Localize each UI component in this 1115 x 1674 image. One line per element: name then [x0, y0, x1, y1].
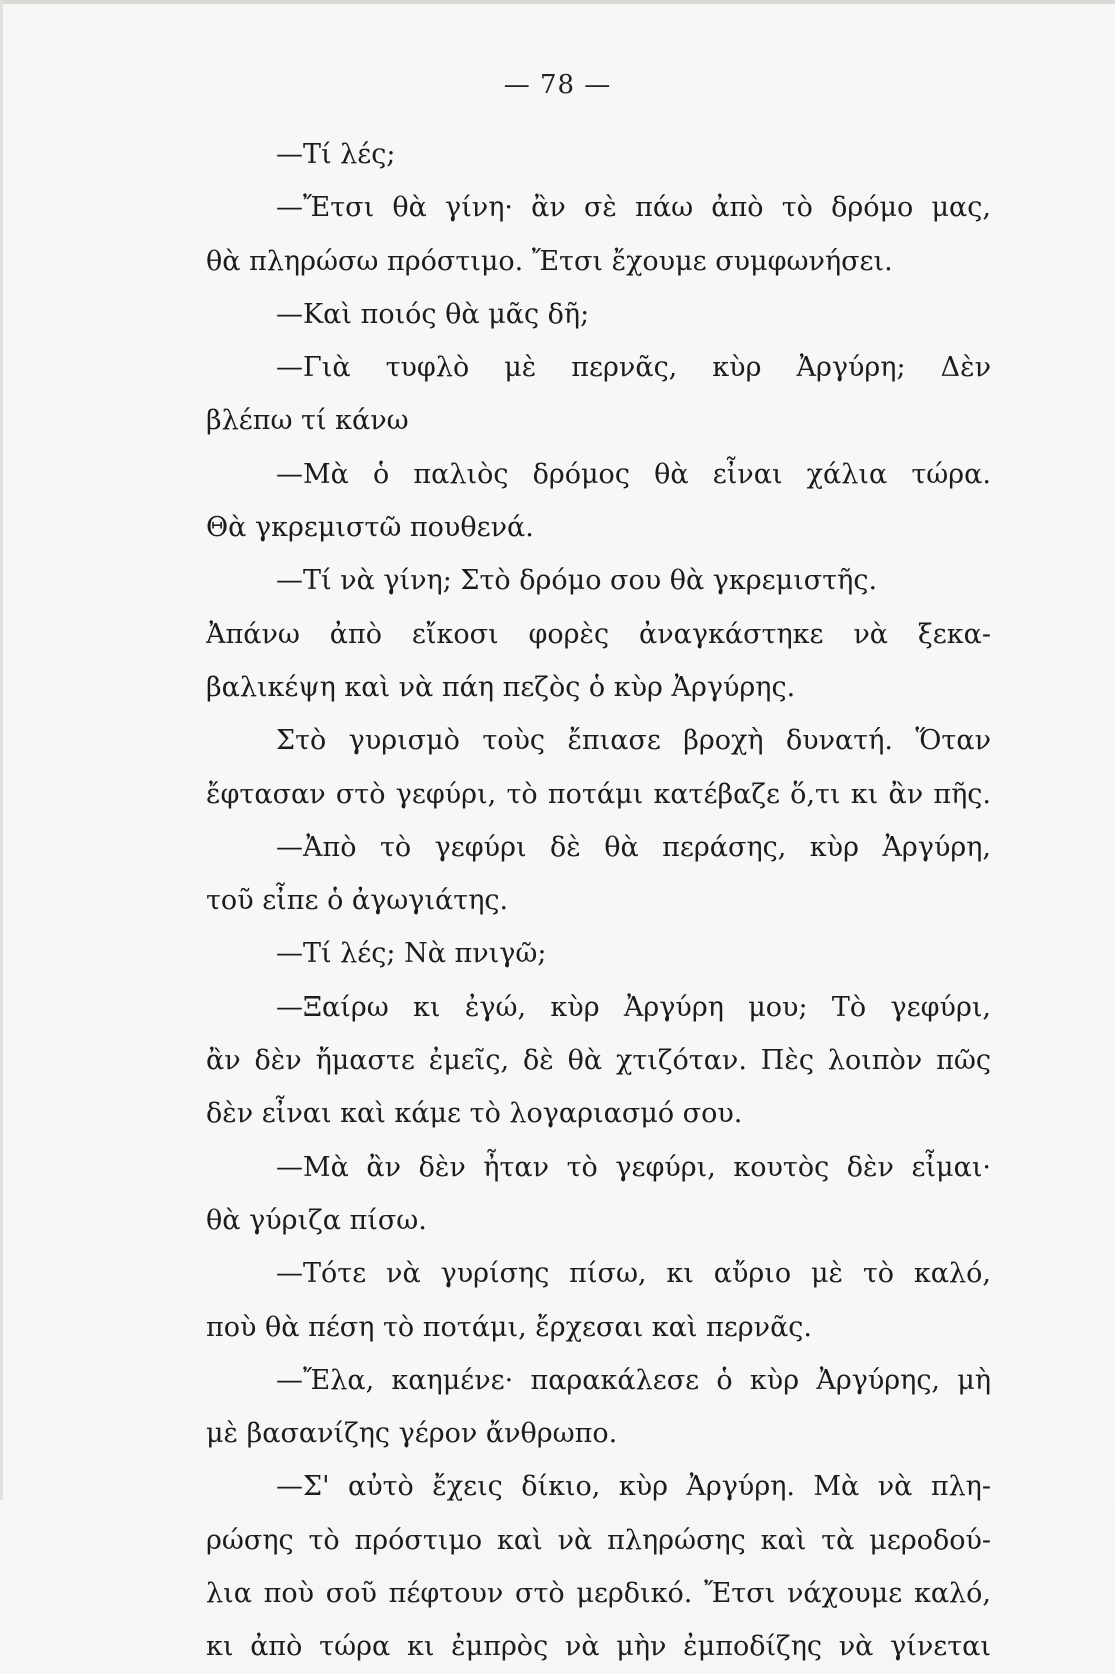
- text-line: —Ἔτσι θὰ γίνη· ἂν σὲ πάω ἀπὸ τὸ δρόμο μας,: [276, 192, 991, 224]
- page-top-edge: [0, 0, 1115, 4]
- text-line: —Μὰ ἂν δὲν ἦταν τὸ γεφύρι, κουτὸς δὲν εἶμαι·: [276, 1151, 991, 1183]
- text-line: δὲν εἶναι καὶ κάμε τὸ λογαριασμό σου.: [206, 1098, 743, 1130]
- text-line: —Ἀπὸ τὸ γεφύρι δὲ θὰ περάσης, κὺρ Ἀργύρη,: [276, 831, 991, 863]
- text-line: Ἀπάνω ἀπὸ εἴκοσι φορὲς ἀναγκάστηκε νὰ ξεκα-: [206, 618, 991, 650]
- text-line: μὲ βασανίζης γέρον ἄνθρωπο.: [206, 1418, 618, 1450]
- text-line: —Ἔλα, καημένε· παρακάλεσε ὁ κὺρ Ἀργύρης, μὴ: [276, 1364, 991, 1396]
- page-number: — 78 —: [503, 70, 612, 100]
- text-line: ποὺ θὰ πέση τὸ ποτάμι, ἔρχεσαι καὶ περνᾶς.: [206, 1311, 813, 1343]
- page-left-edge: [0, 0, 3, 1500]
- text-line: βλέπω τί κάνω: [206, 405, 409, 437]
- text-line: —Σ' αὐτὸ ἔχεις δίκιο, κὺρ Ἀργύρη. Μὰ νὰ πλη-: [276, 1471, 991, 1503]
- text-line: ρώσης τὸ πρόστιμο καὶ νὰ πληρώσης καὶ τὰ μεροδού-: [206, 1524, 991, 1556]
- text-line: —Ξαίρω κι ἐγώ, κὺρ Ἀργύρη μου; Τὸ γεφύρι,: [276, 991, 991, 1023]
- text-line: —Καὶ ποιός θὰ μᾶς δῆ;: [276, 298, 590, 330]
- text-line: —Τί λές;: [276, 139, 396, 170]
- text-line: —Τί νὰ γίνη; Στὸ δρόμο σου θὰ γκρεμιστῆς.: [276, 565, 878, 597]
- text-line: —Γιὰ τυφλὸ μὲ περνᾶς, κὺρ Ἀργύρη; Δὲν: [276, 352, 991, 384]
- text-line: τοῦ εἶπε ὁ ἀγωγιάτης.: [206, 885, 509, 917]
- text-line: ἔφτασαν στὸ γεφύρι, τὸ ποτάμι κατέβαζε ὅ,τι κι ἂν πῆς.: [206, 778, 991, 810]
- body-text: [206, 128, 991, 1674]
- text-line: βαλικέψη καὶ νὰ πάη πεζὸς ὁ κὺρ Ἀργύρης.: [206, 671, 796, 703]
- text-line: θὰ πληρώσω πρόστιμο. Ἔτσι ἔχουμε συμφωνήσει.: [206, 245, 893, 277]
- text-line: —Τότε νὰ γυρίσης πίσω, κι αὔριο μὲ τὸ καλό,: [276, 1258, 991, 1290]
- text-line: —Μὰ ὁ παλιὸς δρόμος θὰ εἶναι χάλια τώρα.: [276, 458, 991, 490]
- text-line: Θὰ γκρεμιστῶ πουθενά.: [206, 512, 534, 544]
- text-line: Στὸ γυρισμὸ τοὺς ἔπιασε βροχὴ δυνατή. Ὅταν: [276, 725, 991, 757]
- text-line: θὰ γύριζα πίσω.: [206, 1204, 427, 1236]
- text-line: λια ποὺ σοῦ πέφτουν στὸ μερδικό. Ἔτσι νάχουμε καλό,: [206, 1578, 991, 1610]
- text-line: κι ἀπὸ τώρα κι ἐμπρὸς νὰ μὴν ἐμποδίζης νὰ γίνεται: [206, 1631, 991, 1663]
- text-line: —Τί λές; Νὰ πνιγῶ;: [276, 938, 547, 970]
- text-line: ἂν δὲν ἤμαστε ἐμεῖς, δὲ θὰ χτιζόταν. Πὲς λοιπὸν πῶς: [206, 1045, 991, 1077]
